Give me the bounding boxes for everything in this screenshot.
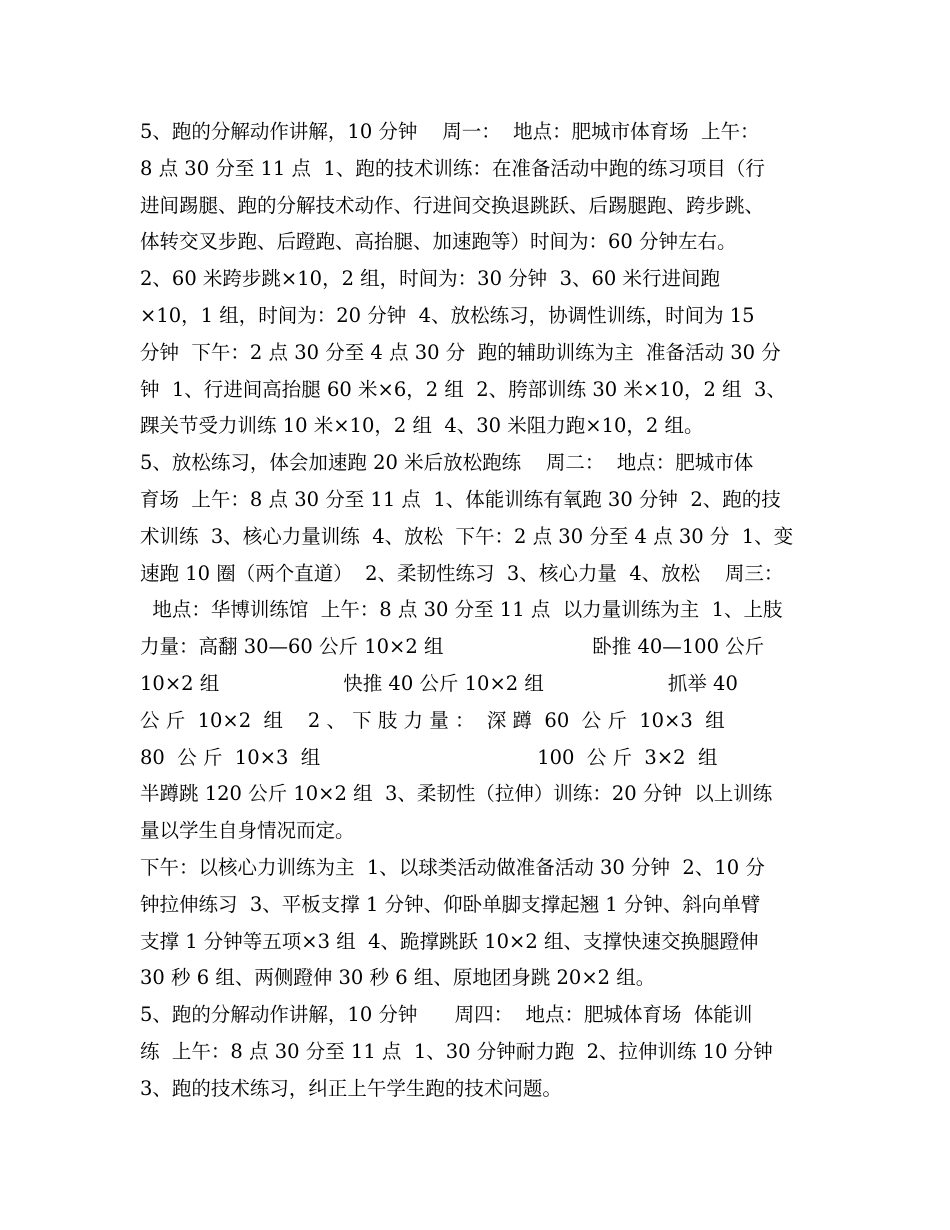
text-line: 钟 1、行进间高抬腿 60 米×6，2 组 2、胯部训练 30 米×10，2 组 3、 — [140, 377, 786, 401]
text-line: 30 秒 6 组、两侧蹬伸 30 秒 6 组、原地团身跳 20×2 组。 — [140, 966, 656, 990]
text-line: 5、跑的分解动作讲解，10 分钟 周一： 地点：肥城市体育场 上午： — [140, 120, 760, 143]
text-line: 10×2 组 快推 40 公斤 10×2 组 抓举 40 — [140, 671, 738, 695]
text-line: 5、跑的分解动作讲解，10 分钟 周四： 地点：肥城体育场 体能训 — [140, 1003, 753, 1027]
text-line: 力量：高翻 30—60 公斤 10×2 组 卧推 40—100 公斤 — [140, 635, 765, 659]
text-line: 量以学生自身情况而定。 — [140, 819, 355, 843]
text-line: 80 公 斤 10×3 组 100 公 斤 3×2 组 — [140, 745, 718, 769]
text-line: 术训练 3、核心力量训练 4、放松 下午：2 点 30 分至 4 点 30 分 1、变 — [140, 524, 794, 548]
text-line: 3、跑的技术练习，纠正上午学生跑的技术问题。 — [140, 1076, 562, 1100]
text-line: ×10，1 组，时间为：20 分钟 4、放松练习，协调性训练，时间为 15 — [140, 303, 755, 327]
text-line: 8 点 30 分至 11 点 1、跑的技术训练：在准备活动中跑的练习项目（行 — [140, 156, 765, 180]
text-line: 速跑 10 圈（两个直道） 2、柔韧性练习 3、核心力量 4、放松 周三： — [140, 561, 784, 585]
text-line: 练 上午：8 点 30 分至 11 点 1、30 分钟耐力跑 2、拉伸训练 10 分钟 — [140, 1039, 773, 1063]
text-line: 体转交叉步跑、后蹬跑、高抬腿、加速跑等）时间为：60 分钟左右。 — [140, 230, 737, 254]
text-line: 育场 上午：8 点 30 分至 11 点 1、体能训练有氧跑 30 分钟 2、跑的技 — [140, 487, 781, 511]
text-line: 进间踢腿、跑的分解技术动作、行进间交换退跳跃、后踢腿跑、跨步跳、 — [140, 193, 765, 217]
text-line: 地点：华博训练馆 上午：8 点 30 分至 11 点 以力量训练为主 1、上肢 — [140, 598, 783, 622]
text-line: 钟拉伸练习 3、平板支撑 1 分钟、仰卧单脚支撑起翘 1 分钟、斜向单臂 — [140, 892, 761, 916]
text-line: 分钟 下午：2 点 30 分至 4 点 30 分 跑的辅助训练为主 准备活动 30 分 — [140, 340, 781, 364]
text-line: 半蹲跳 120 公斤 10×2 组 3、柔韧性（拉伸）训练：20 分钟 以上训练 — [140, 782, 773, 806]
training-plan-text — [140, 114, 830, 1108]
text-line: 公 斤 10×2 组 2 、 下 肢 力 量 ： 深 蹲 60 公 斤 10×3 组 — [140, 708, 725, 732]
text-line: 支撑 1 分钟等五项×3 组 4、跪撑跳跃 10×2 组、支撑快速交换腿蹬伸 — [140, 929, 759, 953]
text-line: 下午：以核心力训练为主 1、以球类活动做准备活动 30 分钟 2、10 分 — [140, 855, 765, 879]
text-line: 踝关节受力训练 10 米×10，2 组 4、30 米阻力跑×10，2 组。 — [140, 414, 704, 438]
text-line: 5、放松练习，体会加速跑 20 米后放松跑练 周二： 地点：肥城市体 — [140, 451, 754, 475]
text-line: 2、60 米跨步跳×10，2 组，时间为：30 分钟 3、60 米行进间跑 — [140, 267, 721, 291]
